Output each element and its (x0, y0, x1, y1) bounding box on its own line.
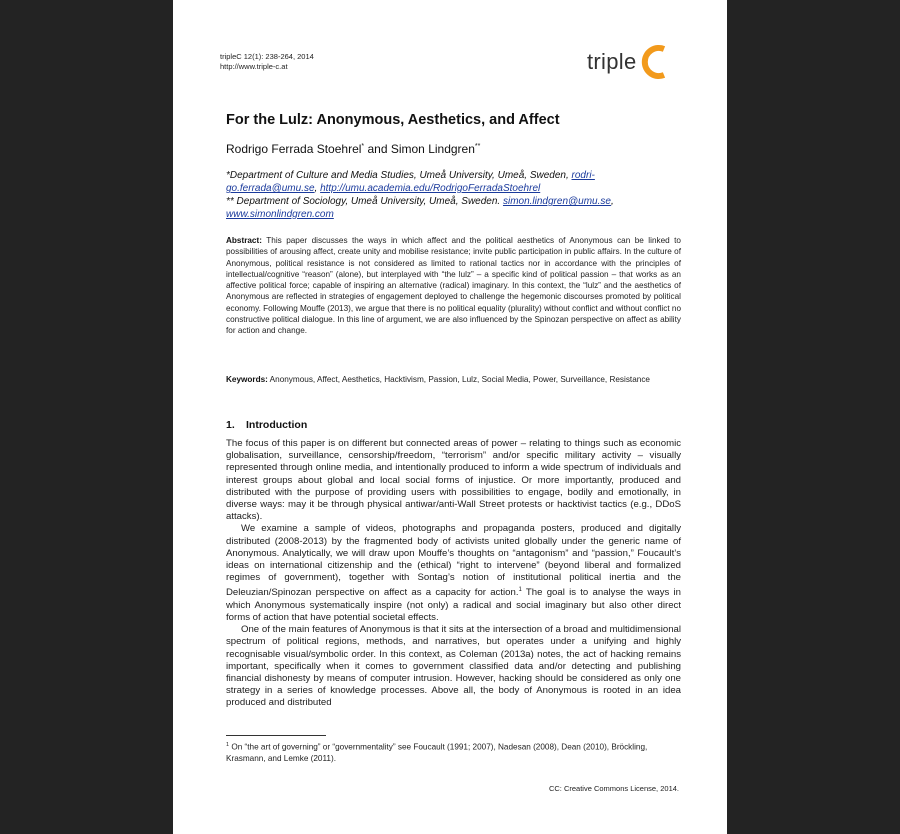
separator: , (314, 183, 321, 194)
affiliations (226, 169, 681, 221)
paper-title: For the Lulz: Anonymous, Aesthetics, and Affect (226, 112, 560, 128)
paragraph: The focus of this paper is on different but connected areas of power – relating to things such as economic globalisation, surveillance, censorship/freedom, “terrorism” and/or specific military activity – visually represented through online media, and intentionally produced to inform a wide spectrum of individuals and interest groups about global and local social forms of injustice. Or more importantly, produced and distributed with the purpose of providing users with possibilities to engage, bodily and emotionally, in diverse ways: may it be through physical antiwar/anti-Wall Street protests or hacktivist tactics (e.g., DDoS attacks). (226, 438, 681, 523)
journal-reference: tripleC 12(1): 238-264, 2014 (220, 52, 314, 61)
keywords-label: Keywords: (226, 375, 268, 384)
paragraph: One of the main features of Anonymous is that it sits at the intersection of a broad and multidimensional spectrum of political regions, methods, and narratives, but operates under a unifying and highly recognisable visual/symbolic order. In this context, as Coleman (2013a) notes, the act of hacking remains important, specifically when it comes to government classified data and/or detecting and publishing financial dishonesty by means of computer intrusion. However, hacking should be considered as only one strategy in a series of knowledge processes. Above all, the body of Anonymous is rooted in an idea produced and distributed (226, 624, 681, 709)
abstract-label: Abstract: (226, 236, 262, 245)
section-heading (226, 419, 307, 431)
separator: , (610, 196, 614, 207)
section-title: Introduction (246, 419, 308, 431)
journal-header (220, 52, 314, 72)
email-link[interactable]: simon.lindgren@umu.se (502, 196, 611, 207)
paragraph (226, 523, 681, 624)
logo-text: triple (587, 49, 637, 74)
logo-c-mark (639, 44, 669, 80)
abstract-text: This paper discusses the ways in which affect and the political aesthetics of Anonymous can be linked to possibilities of arousing affect, create unity and mobilise resistance; invite public participation in public affairs. In the culture of Anonymous, political resistance is not considered as limited to rational tactics nor in accordance with the principles of intellectual/cognitive “reason” (alone), but interplayed with “the lulz” – a specific kind of political passion – that works as an affective political force; capable of inspiring an alternative (radical) imaginary. In this context, the “lulz” and the aesthetics of Anonymous are reflected in strategies of engagement deployed to challenge the hegemonic discourses promoted by political economy. Following Mouffe (2013), we argue that there is no political equality (plurality) without conflict and without conflict no constructive political dialogue. In this line of argument, we are also influenced by the Spinozan perspective on affect as ability for action and change. (226, 236, 681, 336)
affiliation-text: ** Department of Sociology, Umeå University, Umeå, Sweden. (226, 196, 503, 207)
email-link[interactable]: go.ferrada@umu.se (226, 183, 315, 194)
keywords-text: Anonymous, Affect, Aesthetics, Hacktivism, Passion, Lulz, Social Media, Power, Surveillance, Resistance (267, 375, 650, 384)
triplec-logo (587, 44, 669, 80)
abstract (226, 235, 681, 337)
author-name: Simon Lindgren (390, 142, 475, 156)
footnote (226, 740, 681, 764)
section-number: 1. (226, 419, 235, 431)
author-name: Rodrigo Ferrada Stoehrel (226, 142, 362, 156)
author-conjunction: and (364, 142, 391, 156)
profile-link[interactable]: http://umu.academia.edu/RodrigoFerradaStoehrel (320, 183, 541, 194)
footnote-divider (226, 735, 326, 736)
paragraph-text: The goal is to analyse the ways in which Anonymous systematically inspire (not only) a radical and social imaginary but also other direct forms of action that have potential societal effects. (226, 587, 682, 624)
paragraph-text: We examine a sample of videos, photographs and propaganda posters, produced and digitally distributed (2008-2013) by the fragmented body of activists united globally under the generic name of Anonymous. Analytically, we will draw upon Mouffe’s thoughts on “antagonism” and “passion,” Foucault’s ideas on international citizenship and the (ethical) “right to intervene” (beyond liberal and formalized regimes of government), together with Sontag’s notion of institutional political inertia and the Deleuzian/Spinozan perspective on affect as a capacity for action. (226, 523, 681, 599)
footnote-ref[interactable]: 1 (518, 587, 522, 594)
license-footer: CC: Creative Commons License, 2014. (548, 784, 679, 793)
website-link[interactable]: www.simonlindgren.com (226, 209, 334, 220)
affiliation-text: *Department of Culture and Media Studies, Umeå University, Umeå, Sweden, (226, 170, 572, 181)
footnote-text: On “the art of governing” or “governmentality” see Foucault (1991; 2007), Nadesan (2008), Dean (2010), Bröckling, Krasmann, and Lemke (2011). (226, 742, 648, 763)
author-mark: * (361, 143, 365, 150)
keywords (226, 374, 681, 385)
footnote-mark: 1 (226, 742, 230, 748)
body-text (226, 438, 681, 710)
journal-url: http://www.triple-c.at (220, 62, 288, 71)
author-line (226, 142, 480, 156)
author-mark: ** (474, 143, 481, 150)
email-link[interactable]: rodri- (571, 170, 595, 181)
